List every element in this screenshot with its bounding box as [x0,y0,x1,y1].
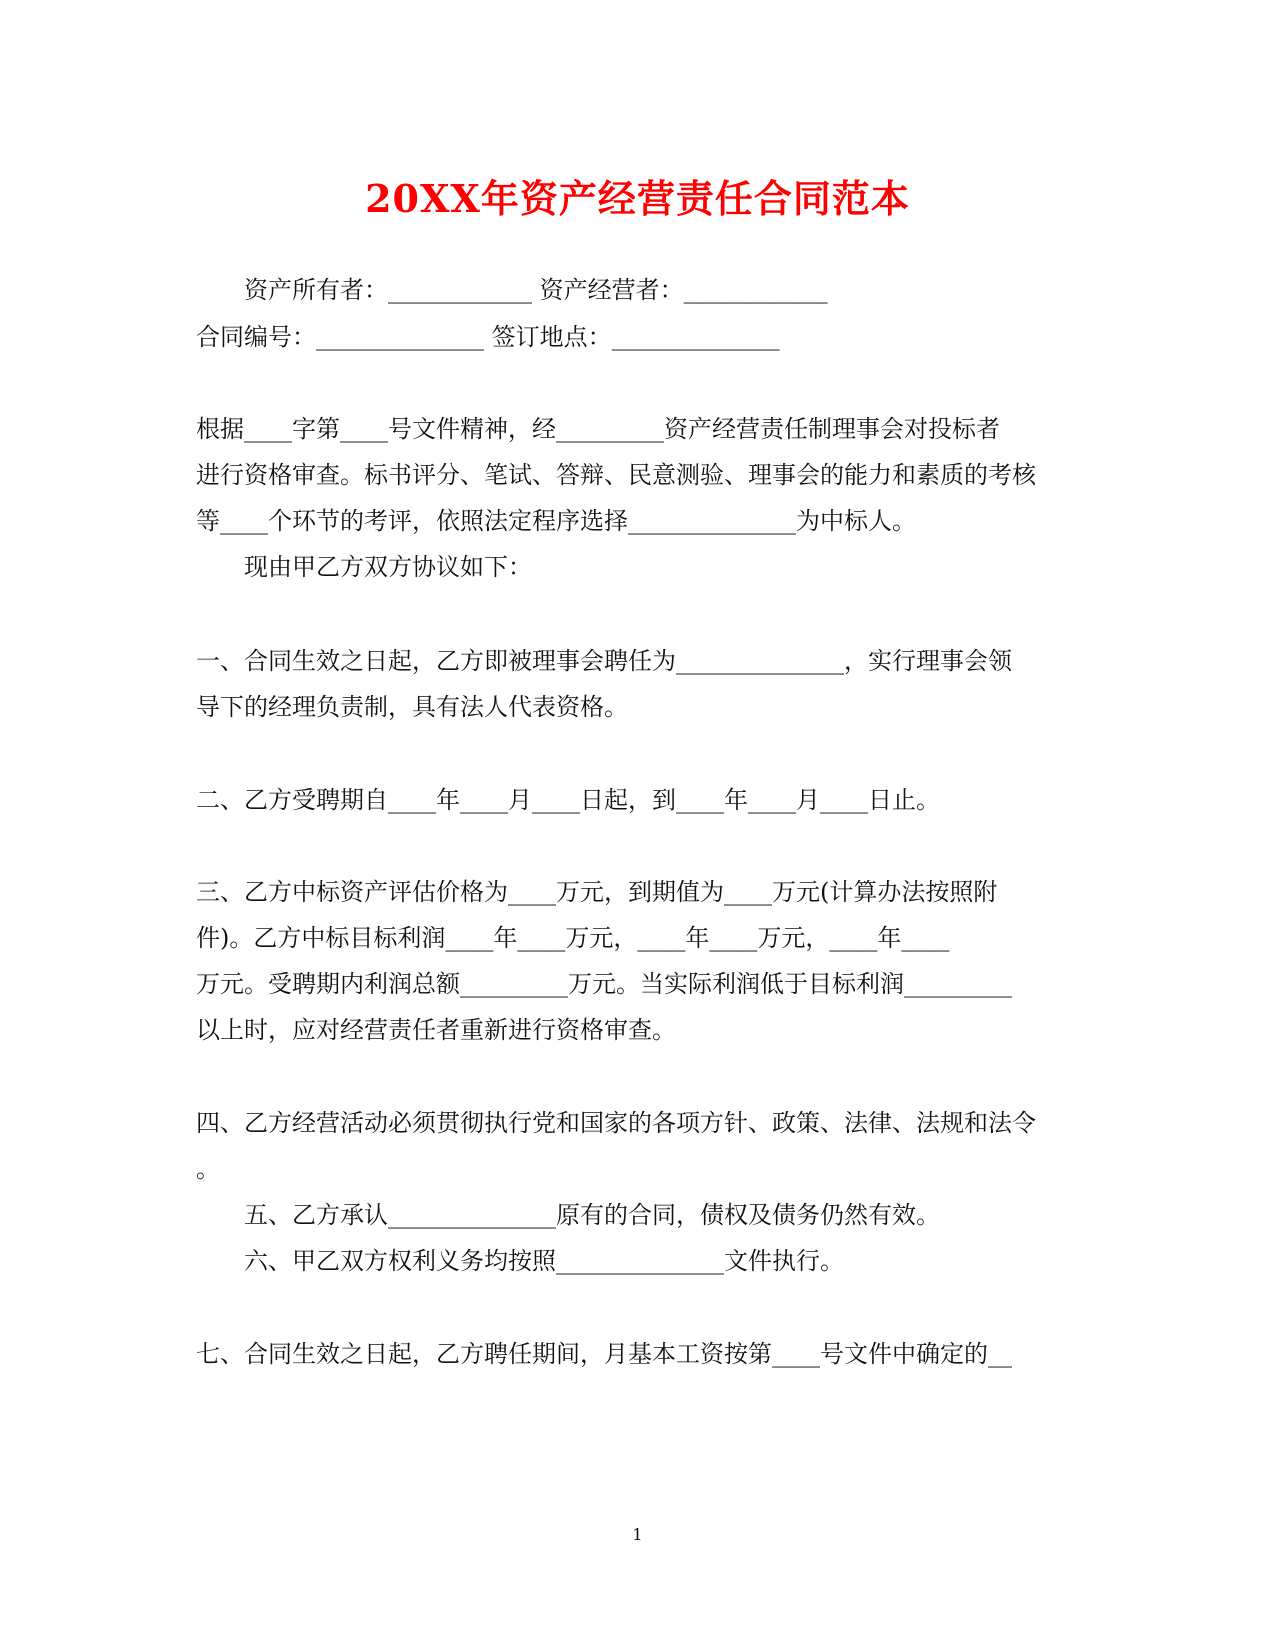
contract-number-location-line: 合同编号：______________ 签订地点：______________ [196,323,780,351]
clause-3-line-1: 三、乙方中标资产评估价格为____万元，到期值为____万元(计算办法按照附 [196,878,998,906]
clause-1-line-2: 导下的经理负责制，具有法人代表资格。 [196,693,628,721]
clause-7-line-1: 七、合同生效之日起，乙方聘任期间，月基本工资按第____号文件中确定的__ [196,1340,1012,1368]
clause-5-line: 五、乙方承认______________原有的合同，债权及债务仍然有效。 [244,1201,940,1229]
clause-3-line-3: 万元。受聘期内利润总额_________万元。当实际利润低于目标利润_________ [196,970,1012,998]
document-title: 20XX年资产经营责任合同范本 [365,176,910,221]
clause-1-line-1: 一、合同生效之日起，乙方即被理事会聘任为______________，实行理事会领 [196,647,1012,675]
clause-3-line-4: 以上时，应对经营责任者重新进行资格审查。 [196,1016,676,1044]
clause-4-line-2: 。 [196,1155,220,1183]
clause-2-line: 二、乙方受聘期自____年____月____日起，到____年____月____日止。 [196,786,940,814]
clause-4-line-1: 四、乙方经营活动必须贯彻执行党和国家的各项方针、政策、法律、法规和法令 [196,1109,1036,1137]
agreement-intro-line: 现由甲乙方双方协议如下： [244,553,532,581]
clause-3-line-2: 件)。乙方中标目标利润____年____万元，____年____万元，____年____ [196,924,950,952]
preamble-line-1: 根据____字第____号文件精神，经_________资产经营责任制理事会对投标者 [196,415,1000,443]
owner-operator-line: 资产所有者：____________ 资产经营者：____________ [244,276,828,304]
page-number: 1 [632,1525,643,1544]
preamble-line-3: 等____个环节的考评，依照法定程序选择______________为中标人。 [196,507,916,535]
preamble-line-2: 进行资格审查。标书评分、笔试、答辩、民意测验、理事会的能力和素质的考核 [196,461,1036,489]
clause-6-line: 六、甲乙双方权利义务均按照______________文件执行。 [244,1247,844,1275]
